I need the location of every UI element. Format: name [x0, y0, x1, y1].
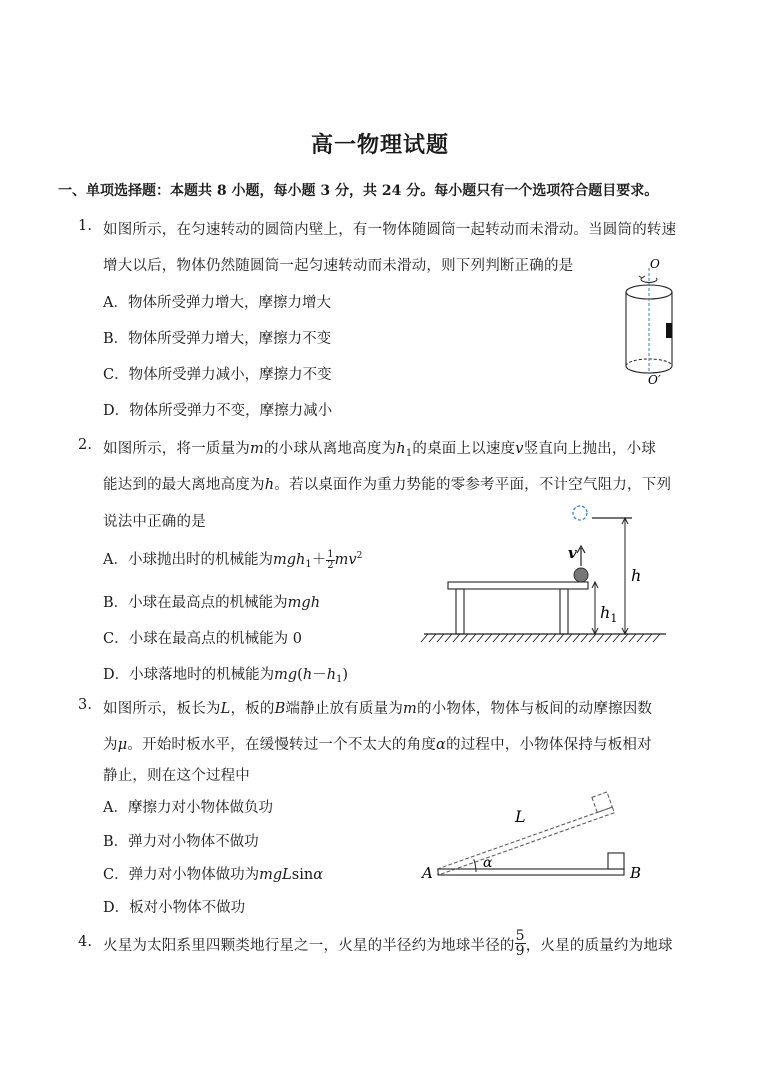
q2-option-d: D．小球落地时的机械能为$mg(h-h_1)$	[103, 667, 349, 685]
q3-board-figure	[418, 770, 658, 886]
q3-stem-line2: 为μ。开始时板水平，在缓慢转过一个不太大的角度α的过程中，小物体保持与板相对	[103, 737, 652, 753]
q1-stem-line1: 如图所示，在匀速转动的圆筒内壁上，有一物体随圆筒一起转动而未滑动。当圆筒的转速	[103, 222, 677, 238]
q3-number: 3.	[78, 697, 93, 713]
q1-option-d: D．物体所受弹力不变，摩擦力减小	[103, 403, 333, 419]
label-A: A	[422, 864, 433, 882]
label-alpha: α	[483, 855, 493, 871]
q1-stem-line2: 增大以后，物体仍然随圆筒一起匀速转动而未滑动，则下列判断正确的是	[103, 258, 574, 274]
board-tilted	[432, 792, 615, 875]
q2-stem-line2: 能达到的最大离地高度为h。若以桌面作为重力势能的零参考平面，不计空气阻力，下列	[103, 477, 672, 493]
ball	[574, 568, 588, 582]
q3-stem-line1: 如图所示，板长为L，板的B端静止放有质量为m的小物体，物体与板间的动摩擦因数	[103, 701, 653, 717]
table-leg-left	[456, 589, 464, 634]
label-v: v	[568, 544, 577, 562]
q2-option-a: A．小球抛出时的机械能为mgh$_1$＋ $\frac{1}{2}$ $mv^2$	[103, 548, 363, 571]
ball-highest-position	[573, 506, 587, 520]
block-on-wall	[666, 323, 672, 338]
q1-option-c: C．物体所受弹力减小，摩擦力不变	[103, 367, 332, 383]
q2-option-c: C．小球在最高点的机械能为 0	[103, 631, 302, 647]
q4-number: 4.	[78, 934, 93, 950]
table-leg-right	[560, 589, 568, 634]
table-top	[448, 582, 588, 589]
label-o-bottom: O′	[648, 373, 661, 387]
label-h1: $h_1$	[600, 603, 618, 625]
label-B: B	[630, 864, 642, 882]
fraction-one-half: $\frac{1}{2}$	[327, 548, 334, 571]
q2-stem-line1: 如图所示，将一质量为m的小球从离地高度为$h_1$的桌面上以速度v竖直向上抛出，小球	[103, 441, 656, 459]
label-h: h	[631, 566, 642, 585]
section-heading: 一、单项选择题：本题共 8 小题，每小题 3 分，共 24 分。每小题只有一个选项符合题目要求。	[58, 183, 659, 199]
q3-option-a: A．摩擦力对小物体做负功	[103, 800, 273, 816]
label-L: L	[515, 807, 526, 826]
page-title: 高一物理试题	[310, 132, 449, 158]
q2-stem-line3: 说法中正确的是	[103, 514, 206, 530]
q4-stem-line1: 火星为太阳系里四颗类地行星之一，火星的半径约为地球半径的 $\frac{5}{9}$ ，火星的质量约为地球	[103, 927, 673, 959]
board-horizontal	[438, 869, 624, 875]
q3-option-c: C．弹力对小物体做功为mgLsinα	[103, 867, 323, 883]
q1-number: 1.	[78, 218, 93, 234]
q3-stem-line3: 静止，则在这个过程中	[103, 768, 250, 784]
label-o-top: O	[650, 257, 660, 271]
q2-table-figure	[420, 496, 700, 656]
fraction-five-ninths: $\frac{5}{9}$	[515, 927, 525, 959]
block-on-board	[608, 853, 624, 869]
q1-option-a: A．物体所受弹力增大，摩擦力增大	[103, 295, 331, 311]
q3-option-d: D．板对小物体不做功	[103, 900, 246, 916]
q1-cylinder-figure	[612, 256, 692, 390]
cylinder-top-ellipse	[626, 285, 672, 299]
ground-hatch	[421, 634, 660, 642]
q1-option-b: B．物体所受弹力增大，摩擦力不变	[103, 331, 332, 347]
q2-number: 2.	[78, 437, 93, 453]
q3-option-b: B．弹力对小物体不做功	[103, 834, 259, 850]
q2-option-b: B．小球在最高点的机械能为mgh	[103, 595, 321, 611]
